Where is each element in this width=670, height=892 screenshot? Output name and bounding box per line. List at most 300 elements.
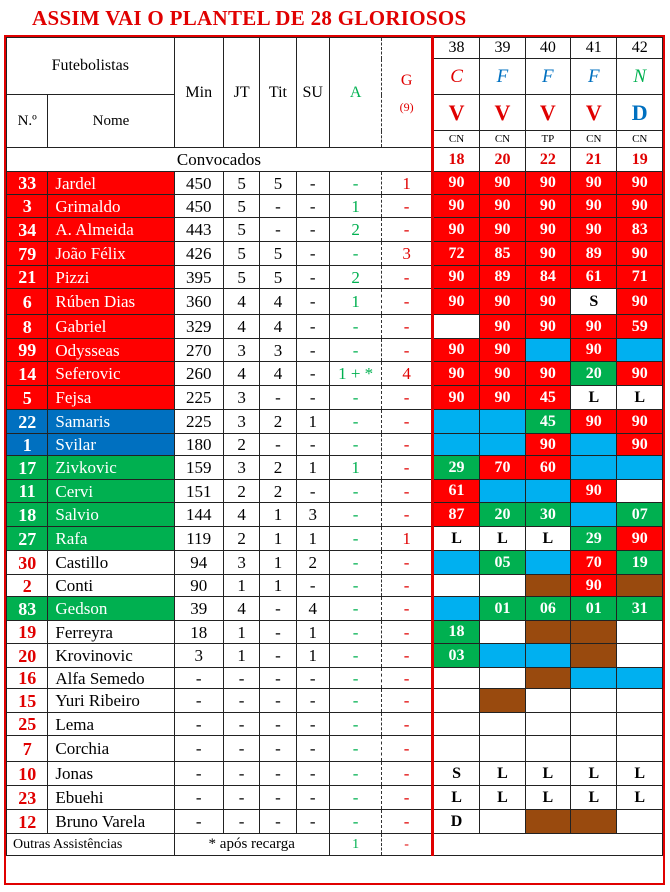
- player-subs: -: [296, 339, 329, 362]
- player-minutes: 450: [174, 195, 223, 218]
- player-games: -: [223, 762, 259, 786]
- game-cell: 29: [571, 527, 617, 551]
- player-name: Grimaldo: [48, 195, 174, 218]
- page-title: ASSIM VAI O PLANTEL DE 28 GLORIOSOS: [32, 6, 467, 30]
- player-name: Jonas: [48, 762, 174, 786]
- player-games: -: [223, 736, 259, 762]
- player-assists: -: [329, 597, 381, 621]
- player-games: -: [223, 668, 259, 689]
- player-goals: 4: [382, 362, 432, 386]
- player-name: Conti: [48, 575, 174, 597]
- player-minutes: -: [174, 736, 223, 762]
- player-number: 17: [7, 456, 48, 480]
- table-row: [7, 597, 663, 621]
- player-starts: 1: [260, 503, 296, 527]
- game-cell: 90: [525, 289, 570, 315]
- game-cell: 90: [480, 172, 525, 195]
- table-row: [7, 644, 663, 668]
- player-number: 30: [7, 551, 48, 575]
- game-num: 40: [525, 38, 570, 59]
- player-name: Zivkovic: [48, 456, 174, 480]
- player-subs: -: [296, 218, 329, 242]
- player-subs: -: [296, 668, 329, 689]
- game-cell: [432, 689, 479, 713]
- table-row: [7, 339, 663, 362]
- player-goals: -: [382, 410, 432, 434]
- player-starts: 1: [260, 527, 296, 551]
- player-minutes: 159: [174, 456, 223, 480]
- player-name: Seferovic: [48, 362, 174, 386]
- player-starts: -: [260, 689, 296, 713]
- player-games: -: [223, 786, 259, 810]
- game-competition: CN: [480, 131, 525, 148]
- player-starts: 3: [260, 339, 296, 362]
- player-goals: 1: [382, 172, 432, 195]
- player-number: 20: [7, 644, 48, 668]
- player-starts: -: [260, 644, 296, 668]
- player-number: 5: [7, 386, 48, 410]
- game-cell: L: [617, 786, 663, 810]
- game-cell: L: [432, 786, 479, 810]
- player-subs: 1: [296, 644, 329, 668]
- player-goals: -: [382, 810, 432, 834]
- player-subs: -: [296, 575, 329, 597]
- player-starts: 4: [260, 289, 296, 315]
- player-minutes: 329: [174, 315, 223, 339]
- game-cell: [432, 597, 479, 621]
- player-minutes: 443: [174, 218, 223, 242]
- player-subs: -: [296, 266, 329, 289]
- player-assists: 1: [329, 195, 381, 218]
- game-cell: 90: [571, 218, 617, 242]
- player-assists: -: [329, 172, 381, 195]
- player-number: 34: [7, 218, 48, 242]
- player-starts: -: [260, 713, 296, 736]
- game-cell: [432, 713, 479, 736]
- game-cell: [617, 480, 663, 503]
- player-starts: -: [260, 597, 296, 621]
- player-starts: 5: [260, 266, 296, 289]
- footer-label: Outras Assistências: [7, 834, 175, 856]
- table-row: [7, 172, 663, 195]
- game-cell: [525, 575, 570, 597]
- table-row: [7, 242, 663, 266]
- game-cell: 90: [525, 315, 570, 339]
- player-goals: -: [382, 339, 432, 362]
- game-side: C: [432, 59, 479, 95]
- game-result: V: [432, 95, 479, 131]
- game-cell: [525, 621, 570, 644]
- player-minutes: 270: [174, 339, 223, 362]
- game-cell: S: [432, 762, 479, 786]
- player-games: -: [223, 713, 259, 736]
- game-cell: [617, 575, 663, 597]
- game-cell: 61: [432, 480, 479, 503]
- game-cell: 90: [480, 339, 525, 362]
- table-row: [7, 434, 663, 456]
- player-name: Castillo: [48, 551, 174, 575]
- game-cell: 90: [525, 218, 570, 242]
- player-subs: 2: [296, 551, 329, 575]
- player-assists: 2: [329, 266, 381, 289]
- table-row: [7, 195, 663, 218]
- game-cell: [432, 410, 479, 434]
- game-cell: 90: [571, 195, 617, 218]
- player-number: 21: [7, 266, 48, 289]
- convocados-label: Convocados: [7, 148, 433, 172]
- table-row: [7, 503, 663, 527]
- player-games: 1: [223, 621, 259, 644]
- player-name: Alfa Semedo: [48, 668, 174, 689]
- game-cell: 90: [480, 315, 525, 339]
- game-side: F: [571, 59, 617, 95]
- game-cell: 90: [571, 480, 617, 503]
- player-games: 4: [223, 597, 259, 621]
- game-cell: 29: [432, 456, 479, 480]
- game-cell: 71: [617, 266, 663, 289]
- header-goals-label: G: [400, 71, 413, 89]
- player-starts: 4: [260, 362, 296, 386]
- player-games: 3: [223, 386, 259, 410]
- player-games: 3: [223, 456, 259, 480]
- game-cell: 20: [480, 503, 525, 527]
- game-cell: [571, 456, 617, 480]
- table-row: [7, 410, 663, 434]
- game-competition: CN: [432, 131, 479, 148]
- player-minutes: -: [174, 713, 223, 736]
- game-cell: [525, 713, 570, 736]
- header-tit: Tit: [260, 38, 296, 148]
- player-assists: -: [329, 810, 381, 834]
- player-name: Rúben Dias: [48, 289, 174, 315]
- player-number: 22: [7, 410, 48, 434]
- player-number: 99: [7, 339, 48, 362]
- game-cell: [480, 410, 525, 434]
- player-number: 3: [7, 195, 48, 218]
- game-cell: 89: [571, 242, 617, 266]
- player-name: João Félix: [48, 242, 174, 266]
- game-cell: 90: [432, 362, 479, 386]
- header-no: N.º: [7, 95, 48, 148]
- footer-goals: -: [382, 834, 432, 856]
- table-row: [7, 315, 663, 339]
- player-goals: -: [382, 218, 432, 242]
- player-assists: 2: [329, 218, 381, 242]
- player-subs: -: [296, 362, 329, 386]
- player-goals: -: [382, 621, 432, 644]
- table-row: [7, 762, 663, 786]
- game-cell: [480, 810, 525, 834]
- header-nome: Nome: [48, 95, 174, 148]
- player-assists: -: [329, 786, 381, 810]
- player-number: 11: [7, 480, 48, 503]
- player-starts: 5: [260, 172, 296, 195]
- player-assists: -: [329, 621, 381, 644]
- player-subs: -: [296, 242, 329, 266]
- player-games: 4: [223, 289, 259, 315]
- game-cell: [617, 810, 663, 834]
- player-name: Odysseas: [48, 339, 174, 362]
- player-assists: -: [329, 644, 381, 668]
- player-assists: -: [329, 551, 381, 575]
- game-cell: [525, 668, 570, 689]
- game-cell: [480, 736, 525, 762]
- player-starts: -: [260, 668, 296, 689]
- game-cell: [480, 644, 525, 668]
- game-cell: 06: [525, 597, 570, 621]
- player-minutes: 426: [174, 242, 223, 266]
- game-result: V: [525, 95, 570, 131]
- player-number: 79: [7, 242, 48, 266]
- player-subs: -: [296, 713, 329, 736]
- game-cell: 90: [525, 172, 570, 195]
- game-cell: 60: [525, 456, 570, 480]
- game-cell: 90: [432, 266, 479, 289]
- player-minutes: 180: [174, 434, 223, 456]
- player-number: 23: [7, 786, 48, 810]
- game-cell: L: [525, 762, 570, 786]
- player-number: 83: [7, 597, 48, 621]
- player-assists: -: [329, 503, 381, 527]
- player-name: Fejsa: [48, 386, 174, 410]
- player-games: 5: [223, 195, 259, 218]
- game-cell: 90: [617, 434, 663, 456]
- player-minutes: 3: [174, 644, 223, 668]
- player-games: 3: [223, 339, 259, 362]
- player-goals: -: [382, 266, 432, 289]
- game-cell: L: [571, 786, 617, 810]
- game-cell: 90: [432, 218, 479, 242]
- player-goals: -: [382, 575, 432, 597]
- game-cell: 90: [432, 172, 479, 195]
- table-row: [7, 575, 663, 597]
- player-number: 8: [7, 315, 48, 339]
- player-subs: -: [296, 386, 329, 410]
- game-cell: [432, 434, 479, 456]
- game-cell: 90: [571, 172, 617, 195]
- player-subs: -: [296, 289, 329, 315]
- footer-assists: 1: [329, 834, 381, 856]
- game-cell: 83: [617, 218, 663, 242]
- table-row: [7, 810, 663, 834]
- game-result: V: [571, 95, 617, 131]
- player-number: 25: [7, 713, 48, 736]
- game-cell: 01: [571, 597, 617, 621]
- player-minutes: 39: [174, 597, 223, 621]
- player-assists: 1: [329, 456, 381, 480]
- player-starts: -: [260, 762, 296, 786]
- game-side: F: [480, 59, 525, 95]
- game-cell: 90: [571, 315, 617, 339]
- player-name: Svilar: [48, 434, 174, 456]
- game-cell: 90: [525, 434, 570, 456]
- player-name: Bruno Varela: [48, 810, 174, 834]
- game-cell: [571, 621, 617, 644]
- game-cell: L: [525, 527, 570, 551]
- player-minutes: -: [174, 762, 223, 786]
- game-cell: 18: [432, 621, 479, 644]
- header-min: Min: [174, 38, 223, 148]
- player-minutes: 395: [174, 266, 223, 289]
- game-cell: [525, 689, 570, 713]
- player-goals: -: [382, 713, 432, 736]
- player-goals: 3: [382, 242, 432, 266]
- player-goals: -: [382, 597, 432, 621]
- player-games: -: [223, 810, 259, 834]
- player-assists: -: [329, 762, 381, 786]
- player-subs: -: [296, 195, 329, 218]
- game-cell: [617, 668, 663, 689]
- game-cell: [480, 689, 525, 713]
- game-cell: 01: [480, 597, 525, 621]
- player-subs: 1: [296, 621, 329, 644]
- game-cell: [617, 736, 663, 762]
- game-cell: L: [480, 762, 525, 786]
- game-cell: L: [571, 386, 617, 410]
- game-cell: 90: [571, 339, 617, 362]
- player-goals: -: [382, 386, 432, 410]
- player-minutes: -: [174, 689, 223, 713]
- game-cell: 84: [525, 266, 570, 289]
- game-cell: 59: [617, 315, 663, 339]
- player-starts: -: [260, 434, 296, 456]
- game-cell: [432, 315, 479, 339]
- game-cell: [525, 551, 570, 575]
- player-assists: -: [329, 242, 381, 266]
- player-subs: 1: [296, 456, 329, 480]
- player-minutes: 450: [174, 172, 223, 195]
- player-name: Jardel: [48, 172, 174, 195]
- player-games: 4: [223, 503, 259, 527]
- player-number: 33: [7, 172, 48, 195]
- game-cell: 90: [480, 218, 525, 242]
- player-subs: -: [296, 736, 329, 762]
- player-goals: -: [382, 503, 432, 527]
- player-minutes: 90: [174, 575, 223, 597]
- game-cell: 72: [432, 242, 479, 266]
- game-cell: 90: [525, 242, 570, 266]
- player-number: 15: [7, 689, 48, 713]
- player-games: 2: [223, 527, 259, 551]
- player-minutes: 151: [174, 480, 223, 503]
- player-goals: -: [382, 762, 432, 786]
- player-games: 1: [223, 644, 259, 668]
- game-cell: [432, 668, 479, 689]
- table-row: [7, 736, 663, 762]
- game-cell: 87: [432, 503, 479, 527]
- player-games: 5: [223, 172, 259, 195]
- player-minutes: 225: [174, 410, 223, 434]
- game-cell: L: [525, 786, 570, 810]
- player-number: 6: [7, 289, 48, 315]
- player-number: 12: [7, 810, 48, 834]
- player-number: 27: [7, 527, 48, 551]
- table-row: [7, 218, 663, 242]
- player-games: 5: [223, 266, 259, 289]
- player-starts: -: [260, 218, 296, 242]
- player-starts: 2: [260, 456, 296, 480]
- player-number: 10: [7, 762, 48, 786]
- player-minutes: 94: [174, 551, 223, 575]
- player-name: Pizzi: [48, 266, 174, 289]
- game-cell: L: [617, 386, 663, 410]
- game-cell: D: [432, 810, 479, 834]
- game-cell: 90: [525, 195, 570, 218]
- player-starts: 2: [260, 480, 296, 503]
- player-number: 14: [7, 362, 48, 386]
- game-cell: L: [571, 762, 617, 786]
- game-num: 38: [432, 38, 479, 59]
- game-cell: 90: [432, 195, 479, 218]
- game-side: F: [525, 59, 570, 95]
- player-assists: 1: [329, 289, 381, 315]
- game-called: 22: [525, 148, 570, 172]
- player-games: 2: [223, 434, 259, 456]
- game-cell: 70: [571, 551, 617, 575]
- game-called: 20: [480, 148, 525, 172]
- game-called: 18: [432, 148, 479, 172]
- player-name: A. Almeida: [48, 218, 174, 242]
- player-name: Yuri Ribeiro: [48, 689, 174, 713]
- player-assists: -: [329, 386, 381, 410]
- player-assists: -: [329, 668, 381, 689]
- game-cell: 30: [525, 503, 570, 527]
- player-starts: 1: [260, 551, 296, 575]
- game-competition: CN: [617, 131, 663, 148]
- player-subs: -: [296, 172, 329, 195]
- player-assists: 1 + *: [329, 362, 381, 386]
- player-assists: -: [329, 736, 381, 762]
- game-side: N: [617, 59, 663, 95]
- game-cell: 85: [480, 242, 525, 266]
- player-number: 19: [7, 621, 48, 644]
- player-subs: -: [296, 810, 329, 834]
- player-subs: -: [296, 689, 329, 713]
- player-minutes: -: [174, 810, 223, 834]
- player-goals: -: [382, 315, 432, 339]
- game-num: 41: [571, 38, 617, 59]
- player-subs: -: [296, 434, 329, 456]
- player-games: 3: [223, 551, 259, 575]
- player-minutes: 225: [174, 386, 223, 410]
- player-assists: -: [329, 480, 381, 503]
- game-cell: 90: [525, 362, 570, 386]
- game-cell: 90: [432, 289, 479, 315]
- game-cell: L: [432, 527, 479, 551]
- player-name: Ferreyra: [48, 621, 174, 644]
- player-minutes: -: [174, 668, 223, 689]
- player-starts: -: [260, 736, 296, 762]
- table-row: [7, 456, 663, 480]
- player-name: Ebuehi: [48, 786, 174, 810]
- game-cell: [571, 503, 617, 527]
- table-row: [7, 480, 663, 503]
- game-called: 21: [571, 148, 617, 172]
- game-result: D: [617, 95, 663, 131]
- player-goals: -: [382, 480, 432, 503]
- player-subs: 3: [296, 503, 329, 527]
- game-cell: 90: [480, 362, 525, 386]
- table-row: [7, 786, 663, 810]
- game-cell: [571, 668, 617, 689]
- player-goals: -: [382, 736, 432, 762]
- table-row: [7, 551, 663, 575]
- table-row: [7, 386, 663, 410]
- player-assists: -: [329, 410, 381, 434]
- player-games: -: [223, 689, 259, 713]
- game-cell: 45: [525, 386, 570, 410]
- player-name: Rafa: [48, 527, 174, 551]
